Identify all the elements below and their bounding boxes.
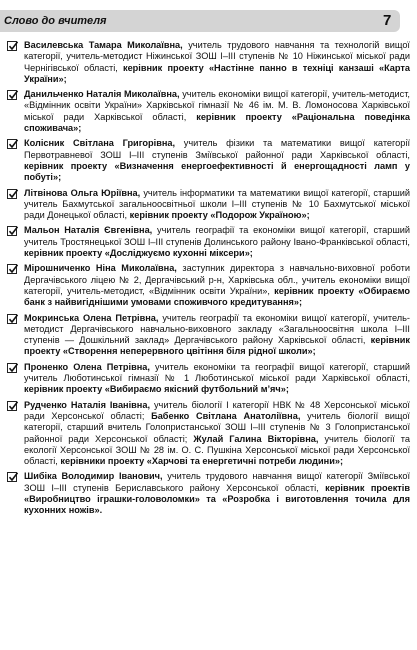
- list-item: [0, 362, 410, 396]
- teacher-name: Данильченко Наталія Миколаївна,: [24, 89, 180, 100]
- checkbox-icon: [7, 401, 17, 411]
- checkbox-icon: [7, 314, 17, 324]
- teacher-name: Мокринська Олена Петрівна,: [24, 312, 159, 323]
- list-item: [0, 188, 410, 222]
- teacher-details: учитель економіки та географії вищої категорії, старший учитель Люботинської гімназії № 1 Люботинської міської ради Харківської області,: [24, 361, 410, 384]
- teacher-name: Жулай Галина Вікторівна,: [187, 433, 319, 444]
- teacher-name: Проненко Олена Петрівна,: [24, 361, 150, 372]
- checkbox-icon: [7, 363, 17, 373]
- teacher-name: Рудченко Наталія Іванівна,: [24, 399, 151, 410]
- list-item: [0, 89, 410, 134]
- list-item: [0, 40, 410, 85]
- teacher-name: Василевська Тамара Миколаївна,: [24, 40, 183, 50]
- teacher-details: учитель біології I категорії НВК № 48 Херсонської міської ради Херсонської області;: [24, 399, 410, 421]
- teacher-name: Мальон Наталія Євгенівна,: [24, 225, 153, 236]
- project-title: керівник проекту «Подорож Україною»;: [127, 210, 310, 221]
- teacher-name: Бабенко Світлана Анатоліївна,: [144, 410, 301, 421]
- checkbox-icon: [7, 264, 17, 274]
- project-title: керівник проектів «Виробництво іграшки-головоломки» та «Розробка і виготовлення точила для кухонних ножів».: [24, 482, 411, 516]
- project-title: керівник проекту «Раціональна поведінка споживача»;: [24, 111, 410, 134]
- project-title: керівник проекту «Настінне панно в техніці канзаші «Карта України»;: [24, 62, 411, 84]
- project-title: керівник проекту «Визначення енергоефективності й енергощадності ламп у побуті»;: [24, 160, 410, 183]
- teacher-details: учитель біології та екології Херсонської ЗОШ № 28 ім. О. С. Пушкіна Херсонської міської ради Херсонської області,: [24, 433, 411, 467]
- teacher-details: учитель географії та економіки вищої категорії, учитель-методист Дергачівського навчально-виховного закладу «Загальноосвітня школа I–III ступенів — Дошкільний заклад» Дергачівського району Харківської області,: [24, 312, 410, 346]
- checkbox-icon: [7, 139, 17, 149]
- teacher-details: учитель фізики та математики вищої категорії Первотравневої ЗОШ I–III ступенів Зміївської районної ради Харківської області,: [24, 138, 410, 160]
- checkbox-icon: [7, 472, 17, 482]
- list-item: [0, 138, 410, 183]
- teacher-details: учитель біології вищої категорії, старший вчитель Голопристанської ЗОШ I–III ступенів № 3 Голопристанської районної ради Херсонської області;: [24, 410, 410, 444]
- teacher-name: Літвінова Ольга Юріївна,: [24, 187, 141, 198]
- teacher-details: учитель економіки вищої категорії, учитель-методист, «Відмінник освіти України» Харківської гімназії № 46 ім. М. В. Ломоносова Харківської міської ради Харківської області,: [24, 89, 410, 122]
- project-title: керівник проекту «Створення неперервного цвітіння біля рідної школи»;: [24, 335, 410, 357]
- project-title: керівник проекту «Вибираємо якісний футбольний м’яч»;: [24, 384, 289, 395]
- list-item: [0, 263, 410, 308]
- checkbox-icon: [7, 189, 17, 199]
- project-title: керівники проекту «Харчові та енергетичні потреби людини»;: [57, 456, 344, 467]
- teacher-name: Колісник Світлана Григорівна,: [24, 138, 176, 149]
- checkbox-icon: [7, 226, 17, 236]
- project-title: керівник проекту «Досліджуємо кухонні міксери»;: [24, 248, 253, 259]
- teacher-details: учитель географії та економіки вищої категорії, старший учитель Тростянецької ЗОШ I–III ступенів Долинського району Івано-Франківської області,: [24, 225, 410, 247]
- teacher-details: заступник директора з навчально-виховної роботи Дергачівського ліцею № 2, Дергачівський р-н, Харківська обл., учитель економіки вищої категорії, учитель-методист, «Відмінник освіти України»,: [24, 263, 410, 296]
- teacher-name: Шибіка Володимир Іванович,: [24, 471, 163, 482]
- list-item: [0, 313, 410, 358]
- list-item: [0, 400, 410, 468]
- list-item: [0, 225, 410, 259]
- teacher-name: Мірошниченко Ніна Миколаївна,: [24, 263, 177, 274]
- page-header: [0, 0, 417, 33]
- section-title: Слово до вчителя: [4, 15, 107, 27]
- page-number: 7: [383, 12, 392, 29]
- teacher-details: учитель трудового навчання та технологій вищої категорії, учитель-методист Ніжинської ЗОШ I–III ступенів № 10 Ніжинської міської ради Чернігівської області,: [24, 40, 410, 73]
- checkbox-icon: [7, 41, 17, 51]
- project-title: керівник проекту «Обираємо банк з найвигіднішими умовами споживчого кредитування»;: [24, 285, 410, 308]
- teacher-details: учитель інформатики та математики вищої категорії, старший учитель Бахмутської загальноосвітньої школи I–III ступенів № 10 Бахмутської міської ради Донецької області,: [24, 187, 410, 221]
- teacher-details: учитель трудового навчання вищої категорії Зміївської ЗОШ I–III ступенів Бериславського району Херсонської області,: [24, 471, 410, 493]
- entry-list: [0, 40, 410, 521]
- list-item: [0, 471, 410, 516]
- checkbox-icon: [7, 90, 17, 100]
